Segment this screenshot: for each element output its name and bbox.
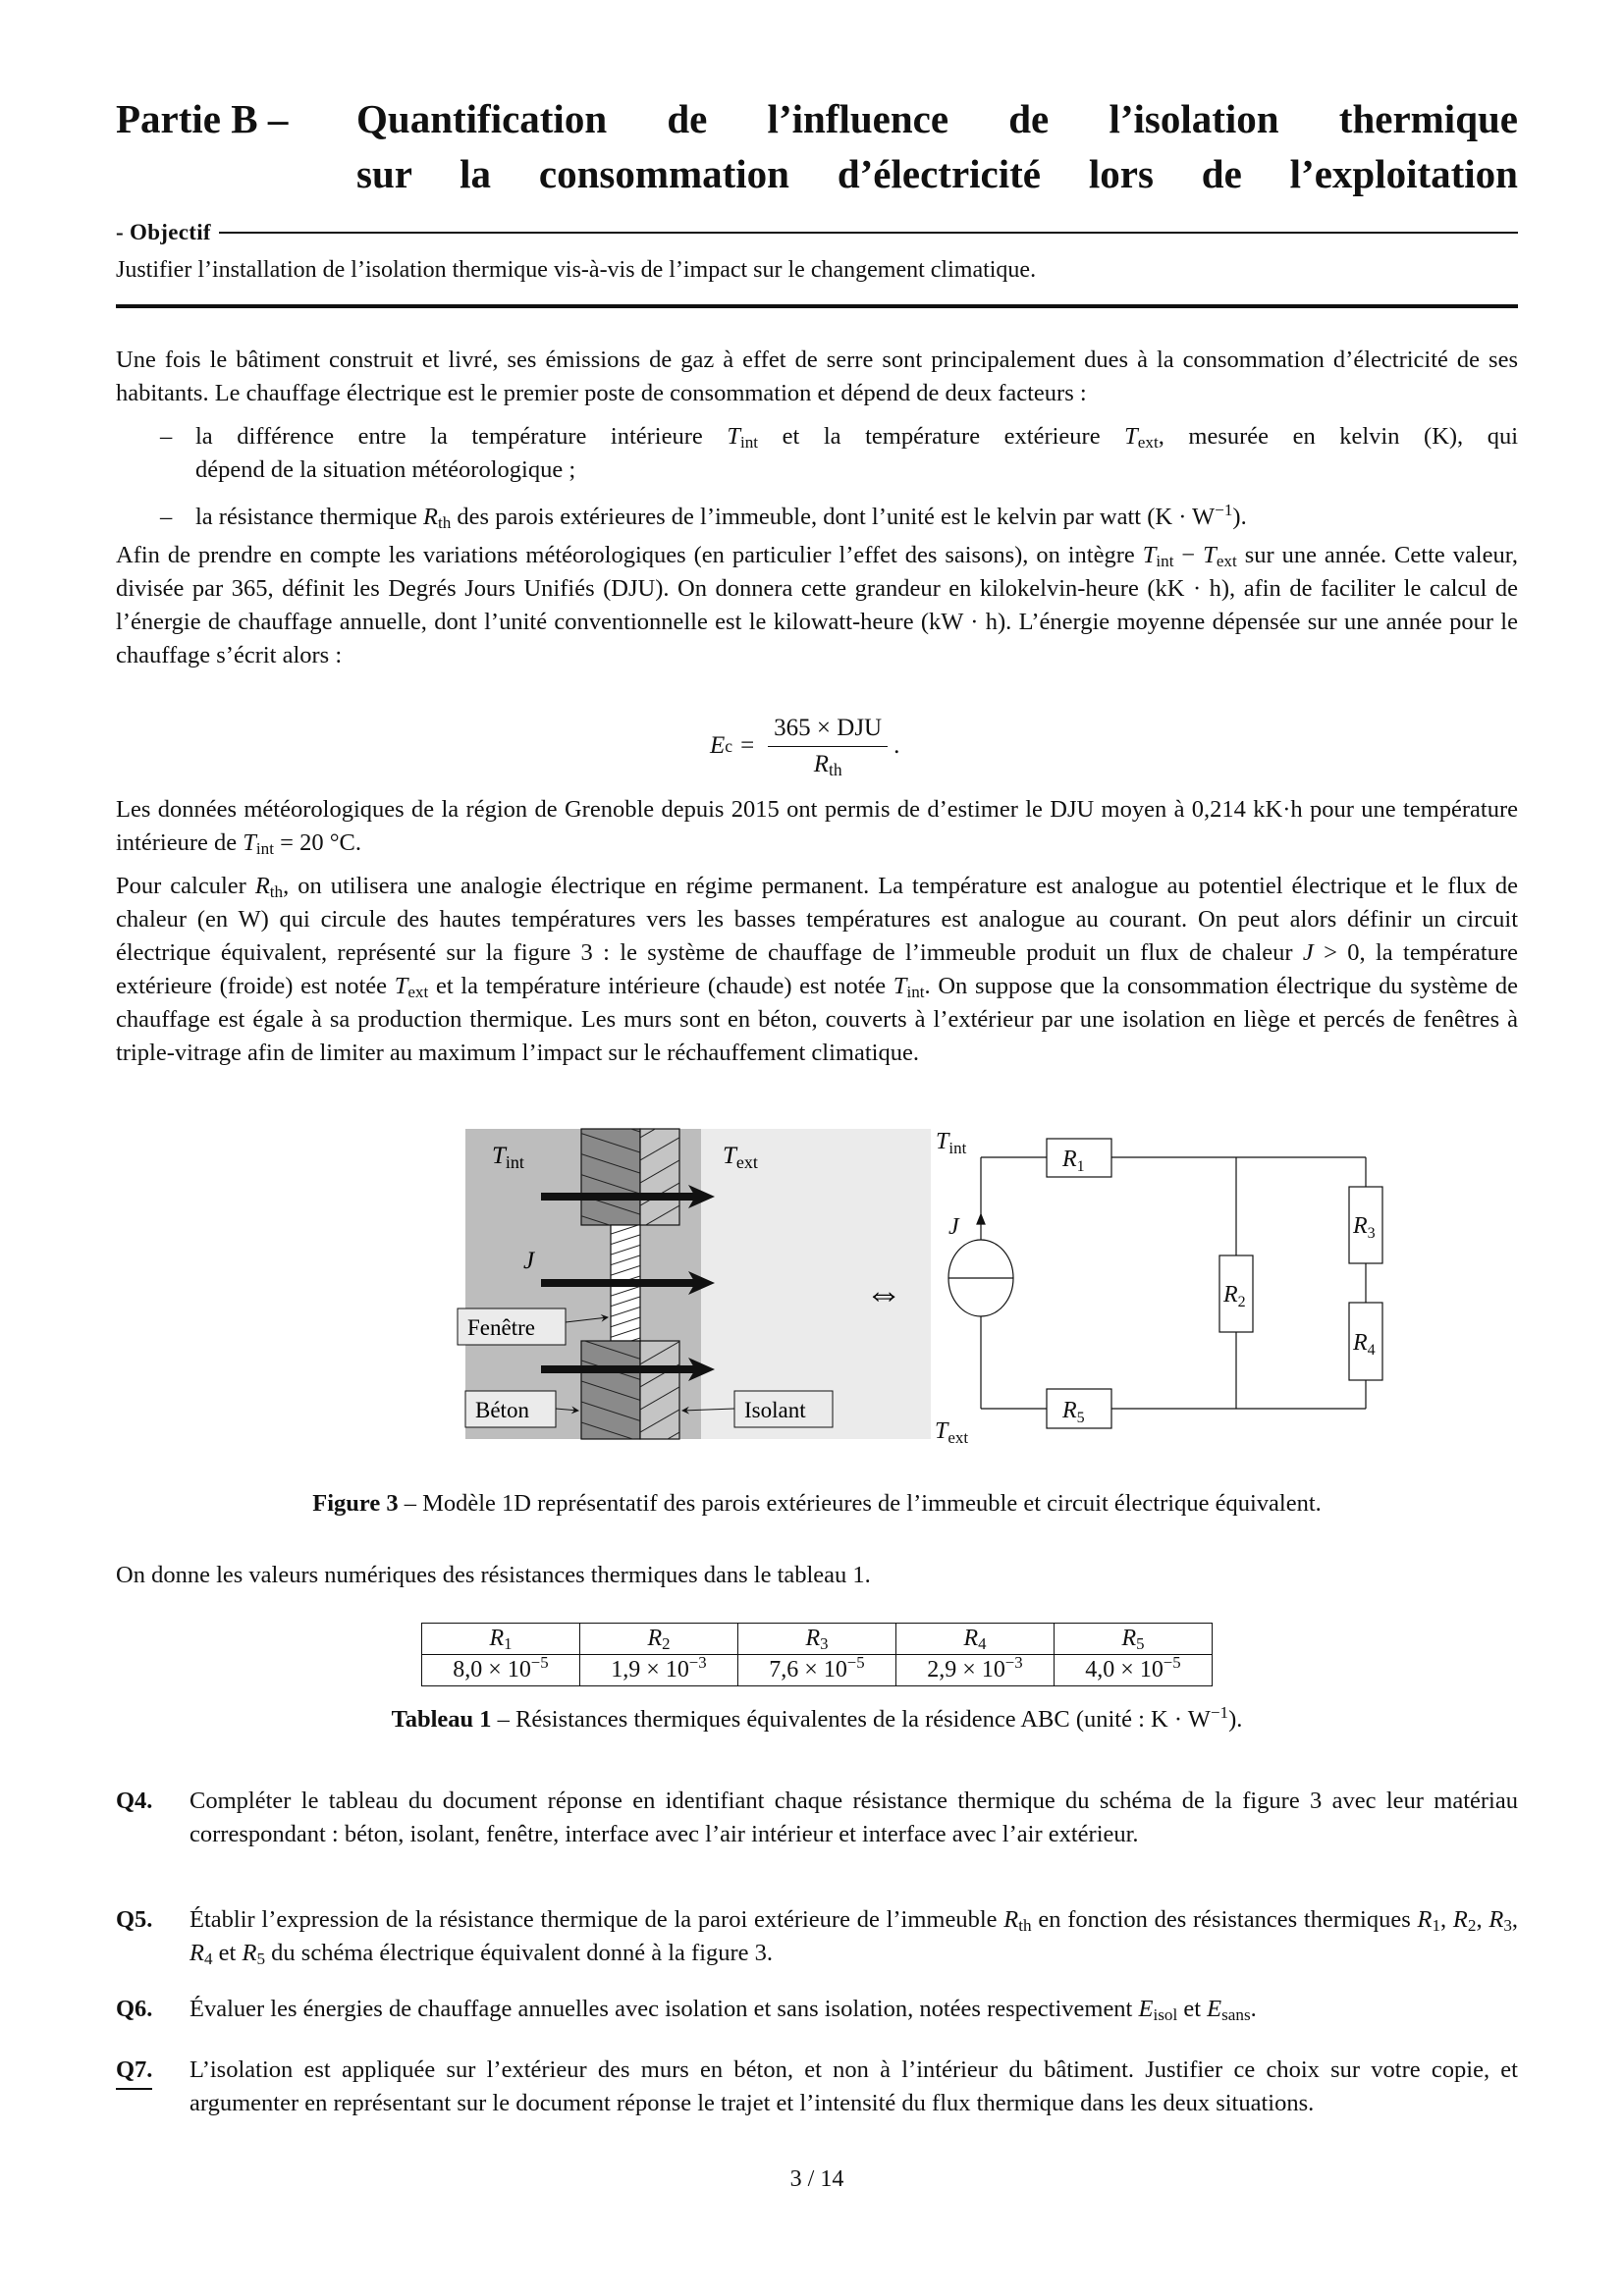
intro-text: Une fois le bâtiment construit et livré, ses émissions de gaz à effet de serre sont principalement dues à la consommation d’électricité de ses habitants. Le chauffage électrique est le premier poste de consommation et dépend de deux facteurs : <box>116 347 1518 406</box>
dju-text <box>116 539 1518 672</box>
text-fragment: > 0, la température extérieure (froide) est notée <box>116 939 1519 999</box>
objectif-bottom-rule <box>116 304 1518 308</box>
value-mantissa: 4,0 × 10 <box>1085 1657 1164 1682</box>
text-fragment: la différence entre la température intérieure <box>195 423 703 450</box>
circuit-t-ext-label: $T_{ext}$ <box>935 1418 969 1447</box>
table-intro-text: On donne les valeurs numériques des résistances thermiques dans le tableau 1. <box>116 1562 871 1588</box>
table-caption-text: – Résistances thermiques équivalentes de la résidence ABC (unité : K · W <box>491 1706 1211 1733</box>
energy-equation: E c = $\frac{\text{365 × DJU}}{R_{th}}$ . <box>710 714 900 779</box>
beton-hatch-top <box>581 1129 640 1225</box>
r1-label: $R_1$ <box>1062 1147 1085 1175</box>
text-fragment: du schéma électrique équivalent donné à la figure 3. <box>271 1940 774 1966</box>
math-r: R <box>1452 1906 1468 1933</box>
circuit-diagram <box>948 1139 1382 1428</box>
math-sub: int <box>906 983 925 1001</box>
math-j: J <box>1302 939 1314 966</box>
math-t: T <box>893 973 907 999</box>
header-sub: 2 <box>662 1634 671 1653</box>
math-sub: 4 <box>203 1949 213 1968</box>
math-t: T <box>1142 542 1157 568</box>
value-exponent: −3 <box>688 1653 707 1672</box>
question-text: L’isolation est appliquée sur l’extérieur des murs en béton, et non à l’intérieur du bâtiment. Justifier ce choix sur votre copie, et argumenter en représentant sur le document réponse le trajet et l’intensité du flux thermique dans les deux situations. <box>189 2056 1518 2116</box>
math-sup: −1 <box>1215 501 1233 519</box>
math-sub: th <box>437 513 452 532</box>
text-fragment: des parois extérieures de l’immeuble, dont l’unité est le kelvin par watt (K · W <box>457 504 1216 530</box>
math-t: T <box>1124 423 1138 450</box>
eq-lhs: E <box>710 732 726 759</box>
question-q4 <box>116 1785 1518 1851</box>
math-r: R <box>189 1940 204 1966</box>
value-exponent: −5 <box>846 1653 865 1672</box>
question-number: Q5. <box>116 1906 153 1933</box>
equivalence-icon: ⇔ <box>865 1273 902 1314</box>
wall-flux-label: J <box>523 1248 535 1274</box>
table-caption <box>116 1703 1518 1734</box>
isolant-hatch-top <box>640 1129 679 1225</box>
isolant-hatch-bottom <box>640 1341 679 1439</box>
math-sub: 1 <box>1432 1916 1441 1935</box>
question-text: Évaluer les énergies de chauffage annuelles avec isolation et sans isolation, notées respectivement $E_{isol}$ et $E_{sans}$. <box>189 1996 1257 2024</box>
value-exponent: −5 <box>530 1653 549 1672</box>
text-fragment: Afin de prendre en compte les variations météorologiques (en particulier l’effet des saisons), on intègre <box>116 542 1135 568</box>
grenoble-paragraph <box>116 793 1518 860</box>
eq-den-sub: th <box>828 759 842 779</box>
bullet-dash: – <box>160 423 173 450</box>
math-sub: 5 <box>256 1949 266 1968</box>
wall-t-ext-label: $T_{ext}$ <box>723 1143 758 1172</box>
header-sub: 5 <box>1136 1634 1145 1653</box>
math-sub: ext <box>1216 552 1237 570</box>
eq-denominator <box>814 747 842 778</box>
figure-3 <box>330 1124 1390 1448</box>
math-sub: ext <box>407 983 429 1001</box>
dju-paragraph <box>116 539 1518 672</box>
r3-label: $R_3$ <box>1353 1213 1376 1242</box>
text-fragment: et la température extérieure <box>782 423 1101 450</box>
math-r: R <box>422 504 438 530</box>
table-caption-end: ). <box>1228 1706 1243 1733</box>
math-t: T <box>394 973 408 999</box>
text-fragment: dépend de la situation météorologique ; <box>195 456 576 483</box>
text-fragment: en fonction des résistances thermiques <box>1038 1906 1411 1933</box>
math-sub: int <box>739 433 759 452</box>
table-value-row <box>422 1655 1213 1686</box>
header-sub: 3 <box>820 1634 829 1653</box>
value-mantissa: 7,6 × 10 <box>769 1657 847 1682</box>
objectif-rule <box>219 232 1518 234</box>
question-text: Compléter le tableau du document réponse en identifiant chaque résistance thermique du schéma de la figure 3 avec leur matériau correspondant : béton, isolant, fenêtre, interface avec l’air intérieur et interface avec l’air extérieur. <box>189 1788 1518 1847</box>
math-sub: th <box>269 882 284 901</box>
header-sub: 1 <box>504 1634 513 1653</box>
objectif-header <box>116 218 1518 247</box>
math-t: T <box>1203 542 1217 568</box>
table-header-row <box>422 1624 1213 1655</box>
table-value-cell <box>1055 1655 1213 1686</box>
wall-model <box>458 1129 931 1439</box>
analogie-paragraph <box>116 870 1518 1070</box>
intro-paragraph <box>116 344 1518 410</box>
value-mantissa: 1,9 × 10 <box>611 1657 689 1682</box>
value-exponent: −5 <box>1163 1653 1181 1672</box>
math-sub: th <box>1018 1916 1032 1935</box>
table-value-cell <box>422 1655 580 1686</box>
text-fragment: Pour calculer <box>116 873 246 899</box>
figure-3-svg <box>330 1124 1390 1448</box>
eq-fraction <box>768 715 888 778</box>
figure-caption-text: – Modèle 1D représentatif des parois extérieures de l’immeuble et circuit électrique équivalent. <box>398 1490 1322 1517</box>
isolant-label: Isolant <box>744 1398 806 1422</box>
text-fragment: Évaluer les énergies de chauffage annuelles avec isolation et sans isolation, notées respectivement <box>189 1996 1133 2022</box>
table-header-cell <box>1055 1624 1213 1655</box>
text-fragment: . On suppose que la consommation électrique du système de chauffage est égale à sa production thermique. Les murs sont en béton, couverts à l’extérieur par une isolation en liège et percés de fenêtres à triple-vitrage afin de limiter au maximum l’impact sur le réchauffement climatique. <box>116 973 1519 1066</box>
math-sub: int <box>255 839 274 858</box>
math-sub: 3 <box>1503 1916 1512 1935</box>
math-r: R <box>254 873 270 899</box>
r2-label: $R_2$ <box>1223 1282 1246 1310</box>
beton-label: Béton <box>475 1398 529 1422</box>
grenoble-text <box>116 793 1518 860</box>
r4-label: $R_4$ <box>1353 1330 1376 1359</box>
question-number: Q6. <box>116 1996 153 2022</box>
resistance-table <box>421 1623 1213 1686</box>
question-q6 <box>116 1993 1518 2026</box>
bullet-dash: – <box>160 504 173 530</box>
text-fragment: et la température intérieure (chaude) est notée <box>435 973 887 999</box>
eq-numerator: 365 × DJU <box>768 715 888 747</box>
table-caption-label: Tableau 1 <box>391 1706 492 1733</box>
eq-equals: = <box>740 732 755 759</box>
table-header-cell <box>580 1624 738 1655</box>
header-sym: R <box>647 1626 663 1651</box>
math-sub: isol <box>1153 2005 1178 2024</box>
text-fragment: , on utilisera une analogie électrique en régime permanent. La température est analogue au potentiel électrique et le flux de chaleur (en W) qui circule des hautes températures vers les basses températures est analogue au courant. On peut alors définir un circuit électrique équivalent, représenté sur la figure 3 : le système de chauffage de l’immeuble produit un flux de chaleur <box>116 873 1519 966</box>
math-r: R <box>1417 1906 1433 1933</box>
text-fragment: = 20 °C. <box>280 829 361 856</box>
text-fragment: , mesurée en kelvin (K), qui <box>1158 423 1519 450</box>
beton-hatch-bottom <box>581 1341 640 1439</box>
table-caption-sup: −1 <box>1210 1703 1229 1722</box>
value-mantissa: 8,0 × 10 <box>453 1657 531 1682</box>
question-text: Établir l’expression de la résistance thermique de la paroi extérieure de l’immeuble $R_{th}$ en fonction des résistances thermiques $R_1$, $R_2$, $R_3$, $R_4$ et $R_5$ du schéma électrique équivalent donné à la figure 3. <box>189 1906 1519 1968</box>
math-t: T <box>727 423 740 450</box>
page-number: 3 / 14 <box>789 2166 844 2192</box>
math-r: R <box>1489 1906 1504 1933</box>
question-number: Q7. <box>116 2054 152 2090</box>
bullet-temperature <box>160 420 1518 487</box>
table-value-cell <box>580 1655 738 1686</box>
title-line-1: Quantification de l’influence de l’isolation thermique <box>356 96 1518 141</box>
math-minus: − <box>1181 542 1196 568</box>
bullet-resistance-text <box>195 501 1518 534</box>
table-header-cell <box>738 1624 896 1655</box>
value-mantissa: 2,9 × 10 <box>927 1657 1005 1682</box>
objectif-label: - Objectif <box>116 220 211 244</box>
math-r: R <box>242 1940 257 1966</box>
current-arrow-icon <box>977 1214 985 1224</box>
title-prefix: Partie B – <box>116 96 289 141</box>
math-sub: ext <box>1137 433 1159 452</box>
text-fragment: et <box>1183 1996 1202 2022</box>
eq-period: . <box>893 732 900 759</box>
table-header-cell <box>422 1624 580 1655</box>
text-fragment: la résistance thermique <box>195 504 417 530</box>
r5-label: $R_5$ <box>1062 1398 1085 1426</box>
bullet-resistance <box>160 501 1518 534</box>
text-fragment: sur une année. Cette valeur, divisée par 365, définit les Degrés Jours Unifiés (DJU). On donnera cette grandeur en kilokelvin-heure (kK · h), afin de faciliter le calcul de l’énergie de chauffage annuelle, dont l’unité conventionnelle est le kilowatt-heure (kW · h). L’énergie moyenne dépensée sur une année pour le chauffage s’écrit alors : <box>116 542 1519 668</box>
question-q7 <box>116 2054 1518 2120</box>
header-sym: R <box>963 1626 979 1651</box>
header-sym: R <box>1121 1626 1137 1651</box>
objectif-text: Justifier l’installation de l’isolation thermique vis-à-vis de l’impact sur le changement climatique. <box>116 257 1037 283</box>
question-q5 <box>116 1903 1518 1970</box>
header-sym: R <box>805 1626 821 1651</box>
value-exponent: −3 <box>1004 1653 1023 1672</box>
math-sub: 2 <box>1467 1916 1477 1935</box>
math-sub: int <box>1156 552 1174 570</box>
text-fragment: pour une température intérieure de <box>116 796 1518 856</box>
math-e: E <box>1207 1996 1222 2022</box>
table-intro <box>116 1559 1518 1592</box>
table-header-cell <box>896 1624 1055 1655</box>
math-r: R <box>1003 1906 1019 1933</box>
figure-caption <box>116 1490 1518 1518</box>
table-value-cell <box>738 1655 896 1686</box>
header-sub: 4 <box>978 1634 987 1653</box>
table-value-cell <box>896 1655 1055 1686</box>
header-sym: R <box>489 1626 505 1651</box>
wall-t-int-label: $T_{int}$ <box>492 1143 524 1172</box>
circuit-source-label: J <box>948 1214 959 1240</box>
analogie-text <box>116 870 1518 1070</box>
text-fragment: et <box>218 1940 237 1966</box>
question-number: Q4. <box>116 1788 153 1814</box>
fenetre-label: Fenêtre <box>467 1315 535 1340</box>
text-fragment: Établir l’expression de la résistance thermique de la paroi extérieure de l’immeuble <box>189 1906 998 1933</box>
math-sub: sans <box>1221 2005 1251 2024</box>
text-fragment: Les données météorologiques de la région de Grenoble depuis 2015 ont permis de d’estimer le DJU moyen à 0,214 kK·h <box>116 796 1303 823</box>
math-t: T <box>243 829 256 856</box>
bullet-temperature-text <box>195 420 1518 487</box>
eq-den-symbol: R <box>813 750 829 777</box>
text-fragment: ). <box>1232 504 1247 530</box>
title-line-2: sur la consommation d’électricité lors de l’exploitation <box>356 151 1518 196</box>
math-e: E <box>1138 1996 1154 2022</box>
circuit-t-int-label: $T_{int}$ <box>936 1129 967 1157</box>
figure-caption-label: Figure 3 <box>312 1490 399 1517</box>
